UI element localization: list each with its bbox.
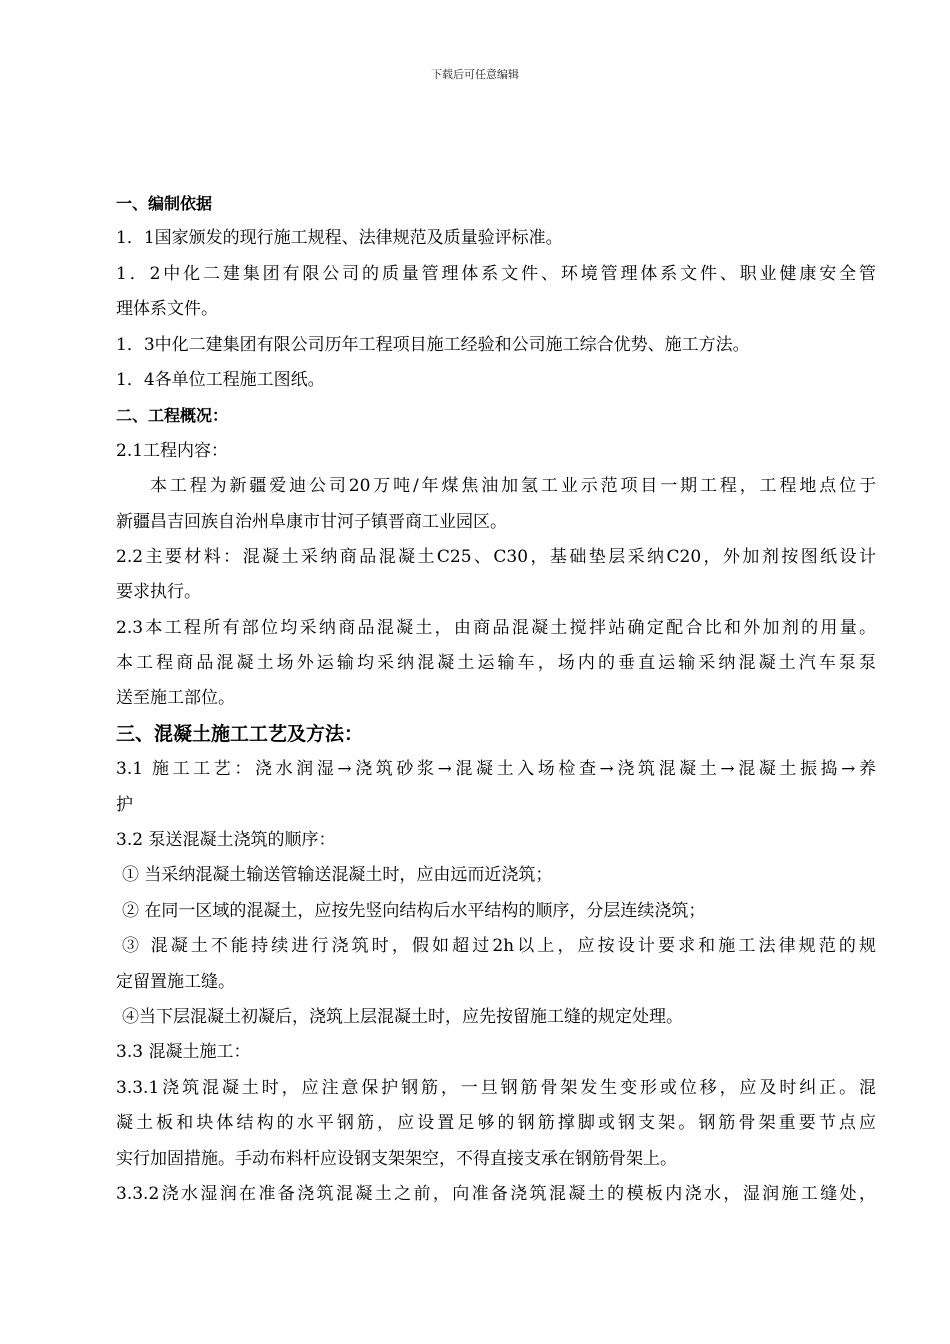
paragraph-1-3: 1．3中化二建集团有限公司历年工程项目施工经验和公司施工综合优势、施工方法。 <box>116 334 750 355</box>
paragraph-2-2-line1: 2.2主要材料：混凝土采纳商品混凝土C25、C30，基础垫层采纳C20，外加剂按图纸设计 <box>116 546 876 567</box>
paragraph-3-3: 3.3 混凝土施工： <box>116 1042 251 1063</box>
paragraph-2-3-line3: 送至施工部位。 <box>116 688 235 709</box>
paragraph-1-2-line1: 1．2中化二建集团有限公司的质量管理体系文件、环境管理体系文件、职业健康安全管 <box>116 263 876 284</box>
paragraph-3-3-1-line3: 实行加固措施。手动布料杆应设钢支架架空，不得直接支承在钢筋骨架上。 <box>116 1148 677 1169</box>
section-1-heading: 一、编制依据 <box>116 194 213 213</box>
paragraph-2-1-body-line1: 本工程为新疆爱迪公司20万吨/年煤焦油加氢工业示范项目一期工程，工程地点位于 <box>150 476 876 497</box>
section-3-heading: 三、混凝土施工工艺及方法： <box>116 722 364 745</box>
paragraph-1-1: 1．1国家颁发的现行施工规程、法律规范及质量验评标准。 <box>116 228 563 249</box>
page-header-note: 下载后可任意编辑 <box>431 68 519 81</box>
paragraph-3-2: 3.2 泵送混凝土浇筑的顺序： <box>116 830 336 851</box>
paragraph-2-2-line2: 要求执行。 <box>116 582 201 603</box>
paragraph-2-1: 2.1工程内容： <box>116 440 229 461</box>
paragraph-1-2-line2: 理体系文件。 <box>116 299 218 320</box>
list-item-3-2-3-line2: 定留置施工缝。 <box>116 971 235 992</box>
paragraph-1-4: 1．4各单位工程施工图纸。 <box>116 369 325 390</box>
list-item-3-2-3-line1: ③ 混凝土不能持续进行浇筑时，假如超过2h以上，应按设计要求和施工法律规范的规 <box>122 936 876 957</box>
list-item-3-2-2: ② 在同一区域的混凝土，应按先竖向结构后水平结构的顺序，分层连续浇筑； <box>122 900 706 921</box>
paragraph-2-1-body-line2: 新疆昌吉回族自治州阜康市甘河子镇晋商工业园区。 <box>116 511 507 532</box>
paragraph-3-3-2-line1: 3.3.2浇水湿润在准备浇筑混凝土之前，向准备浇筑混凝土的模板内浇水，湿润施工缝处， <box>116 1183 876 1204</box>
paragraph-2-3-line2: 本工程商品混凝土场外运输均采纳混凝土运输车，场内的垂直运输采纳混凝土汽车泵泵 <box>116 653 876 674</box>
paragraph-3-3-1-line1: 3.3.1浇筑混凝土时，应注意保护钢筋，一旦钢筋骨架发生变形或位移，应及时纠正。混 <box>116 1077 876 1098</box>
paragraph-3-3-1-line2: 凝土板和块体结构的水平钢筋，应设置足够的钢筋撑脚或钢支架。钢筋骨架重要节点应 <box>116 1113 876 1134</box>
paragraph-3-1-line2: 护 <box>116 794 133 815</box>
paragraph-3-1-line1: 3.1 施工工艺：浇水润湿→浇筑砂浆→混凝土入场检查→浇筑混凝土→混凝土振捣→养 <box>116 759 876 780</box>
section-2-heading: 二、工程概况： <box>116 406 229 426</box>
list-item-3-2-1: ① 当采纳混凝土输送管输送混凝土时，应由远而近浇筑； <box>122 865 553 886</box>
document-body <box>116 186 876 1212</box>
paragraph-2-3-line1: 2.3本工程所有部位均采纳商品混凝土，由商品混凝土搅拌站确定配合比和外加剂的用量。 <box>116 617 876 638</box>
list-item-3-2-4: ④当下层混凝土初凝后，浇筑上层混凝土时，应先按留施工缝的规定处理。 <box>122 1006 683 1027</box>
